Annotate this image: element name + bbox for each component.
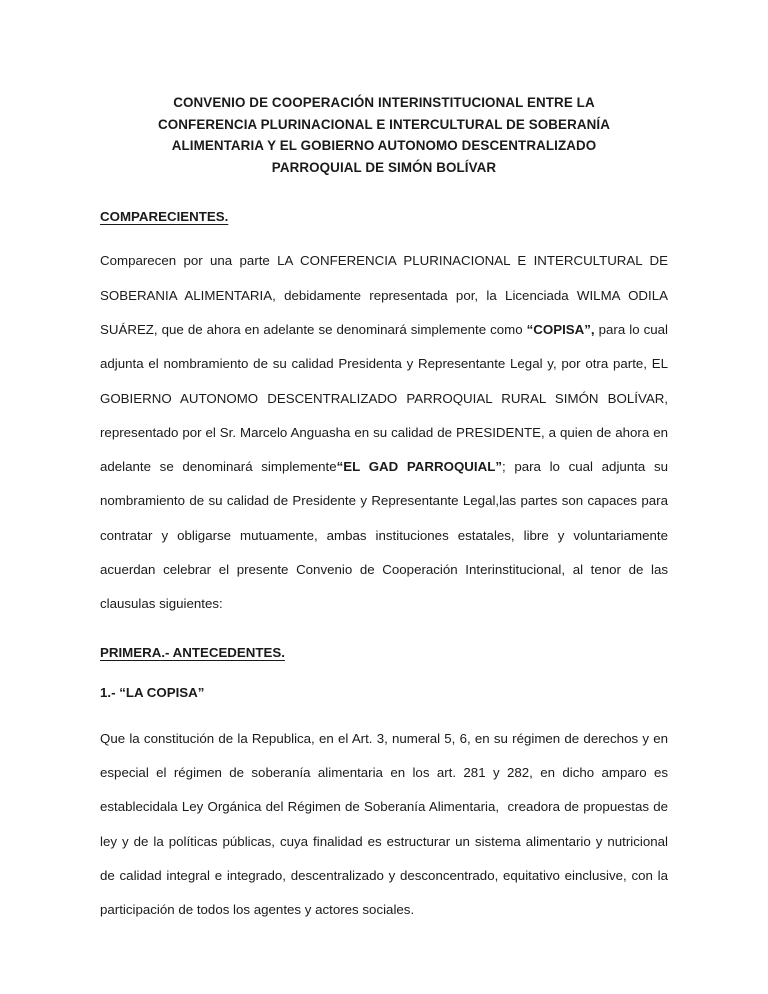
- paragraph-comparecientes-bold-copisa: “COPISA”,: [526, 321, 595, 337]
- document-title-line-4: PARROQUIAL DE SIMÓN BOLÍVAR: [271, 159, 497, 175]
- paragraph-comparecientes-part-3: ; para lo cual adjunta su nombramiento de su calidad de Presidente y Representante Legal,las partes son capaces para contratar y obligarse mutuamente, ambas instituciones estatales, libre y voluntariamente acuerdan celebrar el presente Convenio de Cooperación Interinstitucional, al tenor de las clausulas siguientes:: [100, 459, 672, 612]
- paragraph-comparecientes: [100, 244, 672, 621]
- spacer-title: [100, 178, 668, 208]
- document-content: [100, 92, 672, 927]
- paragraph-copisa: Que la constitución de la Republica, en el Art. 3, numeral 5, 6, en su régimen de derechos y en especial el régimen de soberanía alimentaria en los art. 281 y 282, en dicho amparo es establecidala Ley Orgánica del Régimen de Soberanía Alimentaria, creadora de propuestas de ley y de la políticas públicas, cuya finalidad es estructurar un sistema alimentario y nutricional de calidad integral e integrado, descentralizado y desconcentrado, equitativo einclusive, con la participación de todos los agentes y actores sociales.: [100, 730, 672, 918]
- document-title: [100, 92, 668, 178]
- copisa-subheading-row: [100, 684, 668, 702]
- document-title-line-2: CONFERENCIA PLURINACIONAL E INTERCULTURAL DE SOBERANÍA: [157, 116, 610, 132]
- subheading-la-copisa: 1.- “LA COPISA”: [100, 684, 205, 700]
- paragraph-comparecientes-part-1: Comparecen por una parte LA CONFERENCIA PLURINACIONAL E INTERCULTURAL DE SOBERANIA ALIMENTARIA, debidamente representada por, la Licenciada WILMA ODILA SUÁREZ, que de ahora en adelante se denominará simplemente como: [100, 253, 672, 337]
- spacer-after-primera: [100, 662, 668, 684]
- paragraph-comparecientes-bold-gad: “EL GAD PARROQUIAL”: [336, 459, 502, 475]
- paragraph-comparecientes-part-2: para lo cual adjunta el nombramiento de su calidad Presidenta y Representante Legal y, por otra parte, EL GOBIERNO AUTONOMO DESCENTRALIZADO PARROQUIAL RURAL SIMÓN BOLÍVAR, representado por el Sr. Marcelo Anguasha en su calidad de PRESIDENTE, a quien de ahora en adelante se denominará simplemente: [100, 321, 672, 475]
- heading-comparecientes: COMPARECIENTES.: [100, 209, 229, 225]
- spacer-comparecientes: [100, 226, 668, 244]
- document-title-line-3: ALIMENTARIA Y EL GOBIERNO AUTONOMO DESCENTRALIZADO: [171, 138, 597, 154]
- document-title-line-1: CONVENIO DE COOPERACIÓN INTERINSTITUCIONAL ENTRE LA: [173, 95, 595, 110]
- primera-heading-row: [100, 644, 668, 662]
- spacer-after-subheading: [100, 702, 668, 722]
- spacer-before-primera: [100, 622, 668, 644]
- heading-primera-antecedentes: PRIMERA.- ANTECEDENTES.: [100, 644, 285, 660]
- comparecientes-heading-row: [100, 208, 668, 226]
